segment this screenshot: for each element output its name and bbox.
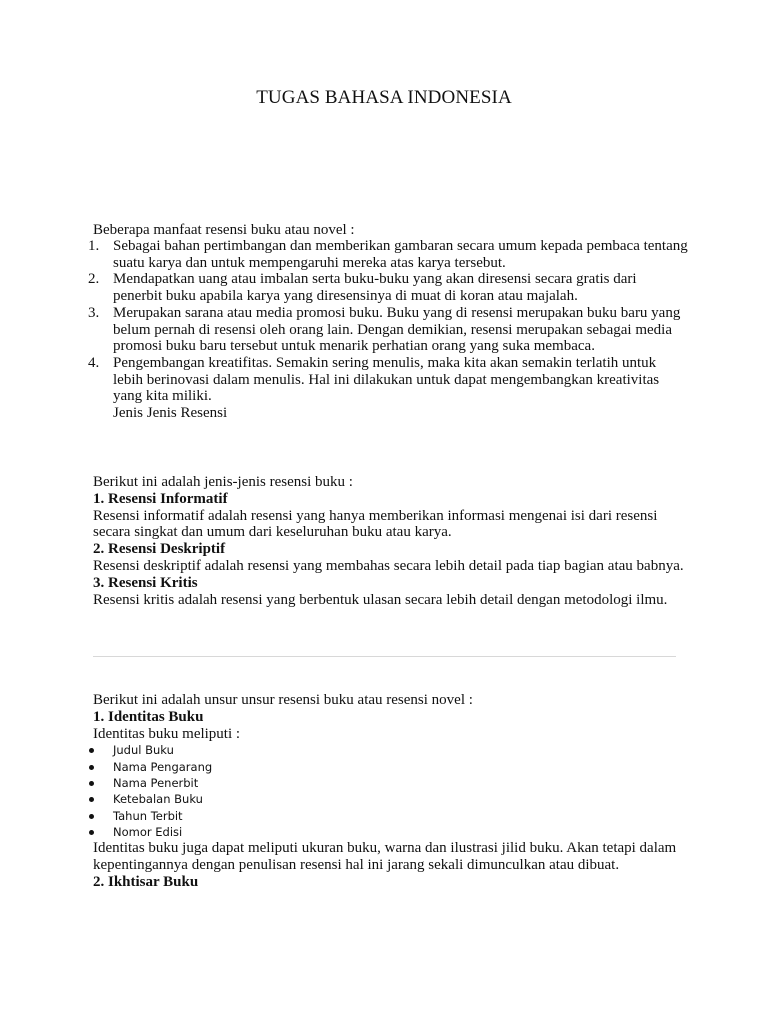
bullet-text: Nama Pengarang xyxy=(113,759,213,774)
list-item-text: Mendapatkan uang atau imbalan serta buku-buku yang akan diresensi secara gratis dari penerbit buku apabila karya yang diresensinya di muat di koran atau majalah. xyxy=(113,271,637,305)
list-item-text: Sebagai bahan pertimbangan dan memberikan gambaran secara umum kepada pembaca tentang suatu karya dan untuk mempengaruhi mereka atas karya tersebut. xyxy=(113,238,688,271)
manfaat-intro: Beberapa manfaat resensi buku atau novel : xyxy=(93,222,355,238)
unsur-section xyxy=(93,692,693,891)
section-heading-informatif: 1. Resensi Informatif xyxy=(93,490,228,507)
list-item-number: 3. xyxy=(88,304,100,321)
list-item-number: 4. xyxy=(88,354,100,371)
bullet-text: Nomor Edisi xyxy=(113,824,183,839)
bullet-text: Ketebalan Buku xyxy=(113,792,203,807)
jenis-jenis-heading xyxy=(88,405,688,422)
manfaat-list xyxy=(88,238,688,422)
unsur-intro: Berikut ini adalah unsur unsur resensi buku atau resensi novel : xyxy=(93,692,473,708)
bullet-item xyxy=(93,824,693,840)
list-item-text: Pengembangan kreatifitas. Semakin sering menulis, maka kita akan semakin terlatih untuk lebih berinovasi dalam menulis. Hal ini dilakukan untuk dapat mengembangkan kreativitas yang kita miliki. xyxy=(113,354,660,405)
jenis-section xyxy=(93,474,693,608)
section-body-informatif: Resensi informatif adalah resensi yang hanya memberikan informasi mengenai isi dari resensi secara singkat dan umum dari keseluruhan buku atau karya. xyxy=(93,507,658,541)
bullet-text: Tahun Terbit xyxy=(113,808,183,823)
bullet-icon xyxy=(89,748,94,753)
list-item-text: Merupakan sarana atau media promosi buku. Buku yang di resensi merupakan buku baru yang belum pernah di resensi oleh orang lain. Dengan demikian, resensi merupakan sebagai media promosi buku baru tersebut untuk menarik perhatian orang yang suka membaca. xyxy=(113,304,681,355)
bullet-item xyxy=(93,791,693,807)
bullet-item xyxy=(93,775,693,791)
section-heading-kritis: 3. Resensi Kritis xyxy=(93,574,198,591)
bullet-icon xyxy=(89,765,94,770)
section-body-kritis: Resensi kritis adalah resensi yang berbentuk ulasan secara lebih detail dengan metodologi ilmu. xyxy=(93,591,668,608)
jenis-jenis-label: Jenis Jenis Resensi xyxy=(113,405,228,422)
section-heading-ikhtisar: 2. Ikhtisar Buku xyxy=(93,873,199,890)
bullet-item xyxy=(93,742,693,758)
list-item-number: 1. xyxy=(88,238,100,254)
section-heading-identitas: 1. Identitas Buku xyxy=(93,708,204,725)
bullet-icon xyxy=(89,797,94,802)
identitas-bullet-list xyxy=(93,742,693,840)
bullet-icon xyxy=(89,814,94,819)
jenis-intro: Berikut ini adalah jenis-jenis resensi buku : xyxy=(93,474,353,490)
section-divider xyxy=(93,656,676,657)
bullet-icon xyxy=(89,830,94,835)
bullet-item xyxy=(93,759,693,775)
list-item xyxy=(88,271,688,304)
identitas-intro: Identitas buku meliputi : xyxy=(93,725,241,742)
list-item-number: 2. xyxy=(88,271,100,288)
bullet-item xyxy=(93,808,693,824)
document-title: TUGAS BAHASA INDONESIA xyxy=(256,87,512,108)
list-item xyxy=(88,355,688,405)
section-heading-deskriptif: 2. Resensi Deskriptif xyxy=(93,541,226,558)
list-item xyxy=(88,238,688,271)
identitas-paragraph: Identitas buku juga dapat meliputi ukuran buku, warna dan ilustrasi jilid buku. Akan tetapi dalam kepentingannya dengan penulisan resensi hal ini jarang sekali dimunculkan atau dibuat. xyxy=(93,840,677,873)
bullet-icon xyxy=(89,781,94,786)
section-body-deskriptif: Resensi deskriptif adalah resensi yang membahas secara lebih detail pada tiap bagian atau babnya. xyxy=(93,557,684,574)
bullet-text: Nama Penerbit xyxy=(113,775,199,790)
bullet-text: Judul Buku xyxy=(113,743,174,758)
list-item xyxy=(88,305,688,355)
